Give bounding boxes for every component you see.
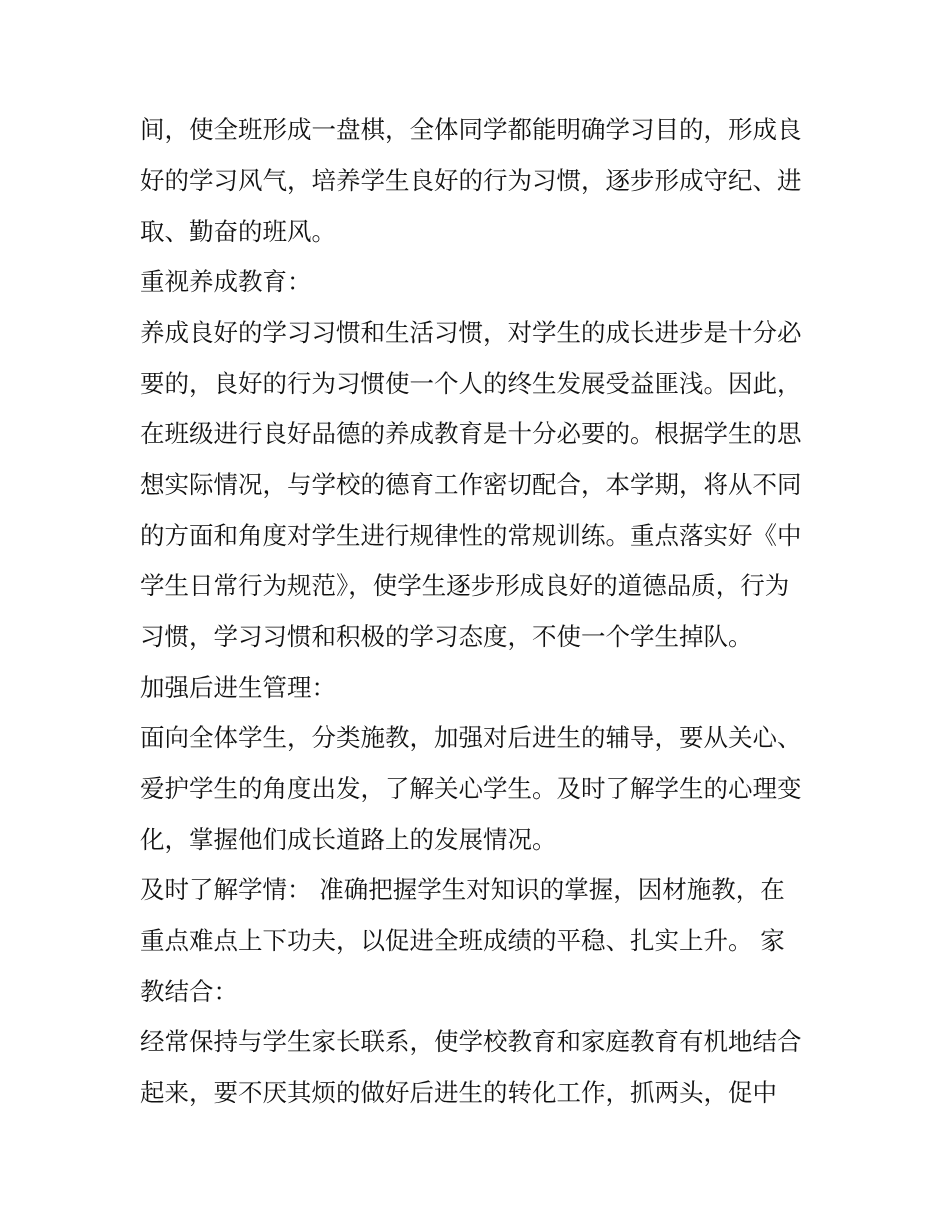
text-line-9: 的方面和角度对学生进行规律性的常规训练。重点落实好《中: [140, 521, 802, 550]
section-heading-habit-education: 重视养成教育：: [140, 267, 312, 296]
text-line-1: 间，使全班形成一盘棋，全体同学都能明确学习目的，形成良: [140, 115, 802, 144]
text-line-8: 想实际情况，与学校的德育工作密切配合，本学期，将从不同: [140, 470, 802, 499]
text-line-5: 养成良好的学习习惯和生活习惯，对学生的成长进步是十分必: [140, 318, 802, 347]
text-line-20: 起来，要不厌其烦的做好后进生的转化工作，抓两头，促中: [140, 1078, 777, 1107]
text-line-19: 经常保持与学生家长联系，使学校教育和家庭教育有机地结合: [140, 1027, 802, 1056]
text-line-14: 爱护学生的角度出发，了解关心学生。及时了解学生的心理变: [140, 774, 802, 803]
text-line-16: 及时了解学情： 准确把握学生对知识的掌握，因材施教，在: [140, 875, 785, 904]
text-line-3: 取、勤奋的班风。: [140, 217, 336, 246]
text-line-2: 好的学习风气，培养学生良好的行为习惯，逐步形成守纪、进: [140, 166, 802, 195]
text-line-10: 学生日常行为规范》，使学生逐步形成良好的道德品质，行为: [140, 571, 790, 600]
text-line-13: 面向全体学生，分类施教，加强对后进生的辅导，要从关心、: [140, 723, 802, 752]
text-line-11: 习惯，学习习惯和积极的学习态度，不使一个学生掉队。: [140, 622, 753, 651]
section-heading-home-school: 教结合：: [140, 977, 238, 1006]
text-line-15: 化，掌握他们成长道路上的发展情况。: [140, 825, 557, 854]
section-heading-underachiever-management: 加强后进生管理：: [140, 673, 336, 702]
text-line-6: 要的，良好的行为习惯使一个人的终生发展受益匪浅。因此，: [140, 369, 802, 398]
text-line-7: 在班级进行良好品德的养成教育是十分必要的。根据学生的思: [140, 419, 802, 448]
text-line-17: 重点难点上下功夫，以促进全班成绩的平稳、扎实上升。 家: [140, 926, 785, 955]
